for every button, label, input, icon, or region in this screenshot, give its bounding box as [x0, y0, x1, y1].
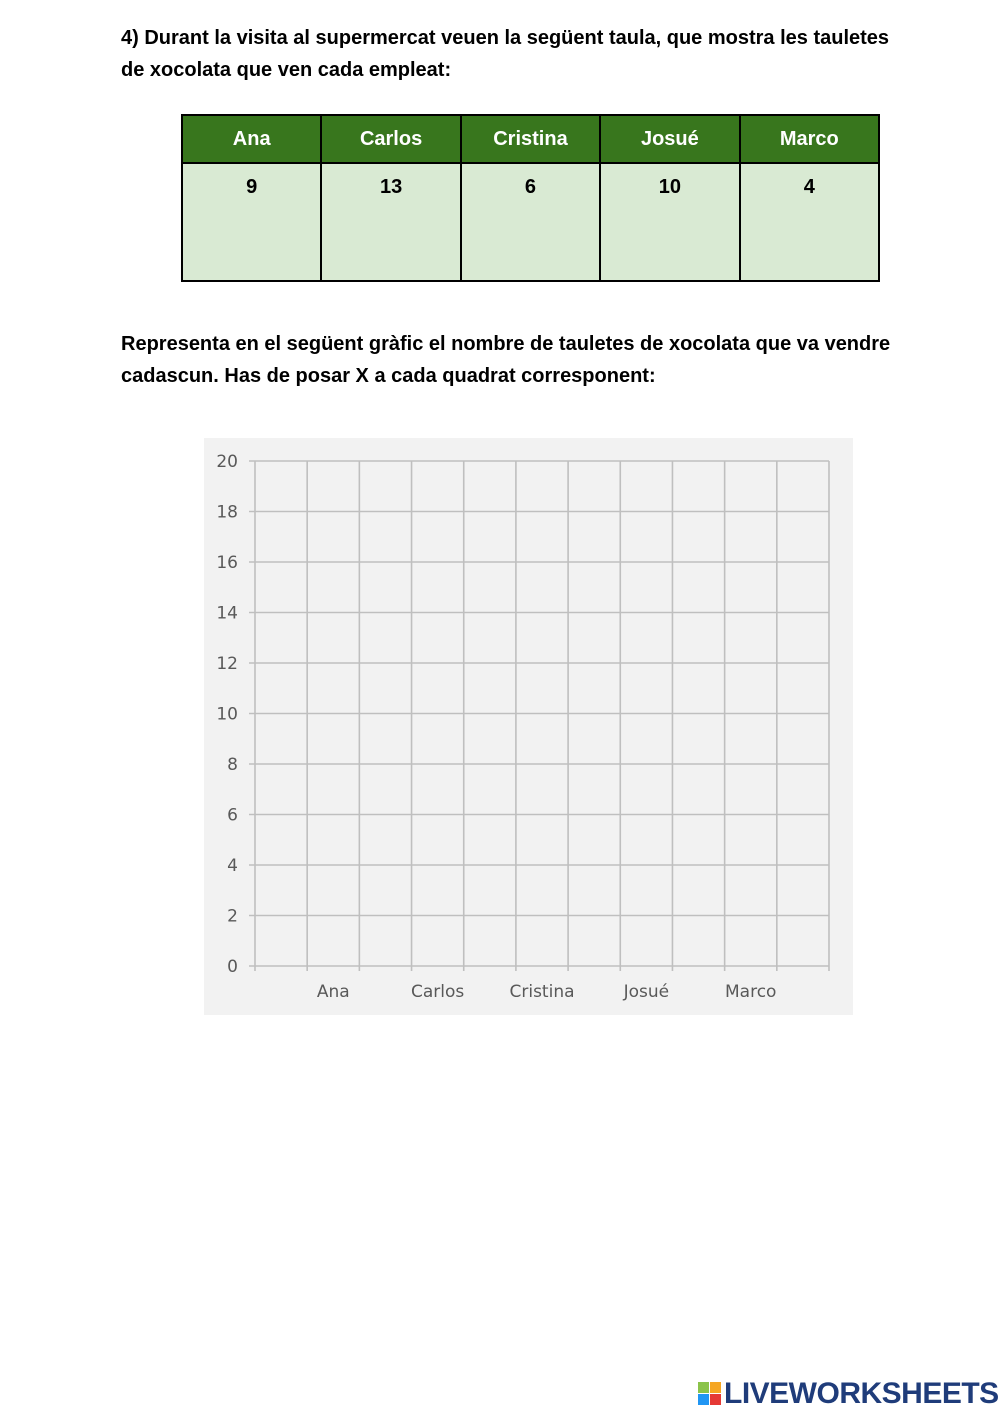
x-category-label: Marco [725, 982, 777, 1002]
table-header-cell: Josué [600, 115, 739, 163]
y-tick-label: 2 [227, 906, 238, 927]
logo-text: LIVEWORKSHEETS [724, 1377, 999, 1410]
table-value-cell: 13 [321, 163, 460, 281]
x-category-label: Ana [316, 982, 350, 1002]
table-header-cell: Cristina [461, 115, 600, 163]
y-tick-label: 10 [216, 704, 238, 725]
question-intro: 4) Durant la visita al supermercat veuen la següent taula, que mostra les tauletes de xocolata que ven cada empleat: [121, 27, 890, 81]
y-tick-label: 14 [216, 603, 238, 624]
table-value-cell: 9 [182, 163, 321, 281]
chart-grid-svg[interactable] [204, 438, 853, 1015]
empty-bar-chart [204, 438, 853, 1015]
y-tick-label: 20 [216, 452, 238, 472]
x-category-label: Josué [623, 982, 670, 1002]
table-value-cell: 10 [600, 163, 739, 281]
liveworksheets-logo-icon [698, 1380, 722, 1408]
table-header-cell: Marco [740, 115, 879, 163]
table-header-cell: Ana [182, 115, 321, 163]
liveworksheets-logo [698, 1376, 999, 1412]
x-category-label: Cristina [509, 982, 575, 1002]
y-tick-label: 4 [227, 856, 238, 876]
table-header-cell: Carlos [321, 115, 460, 163]
question-instruction: Representa en el següent gràfic el nombre de tauletes de xocolata que va vendre cadascun. Has de posar X a cada quadrat corresponent: [121, 333, 891, 387]
table-header-row [182, 115, 879, 163]
table-row [182, 163, 879, 281]
y-tick-label: 0 [227, 957, 238, 977]
table-value-cell: 4 [740, 163, 879, 281]
x-category-label: Carlos [411, 982, 465, 1002]
y-tick-label: 18 [216, 502, 238, 523]
y-tick-label: 6 [227, 805, 238, 826]
table-value-cell: 6 [461, 163, 600, 281]
y-tick-label: 12 [216, 654, 238, 674]
y-tick-label: 16 [216, 553, 238, 573]
y-tick-label: 8 [227, 755, 238, 775]
sales-table [181, 114, 880, 282]
